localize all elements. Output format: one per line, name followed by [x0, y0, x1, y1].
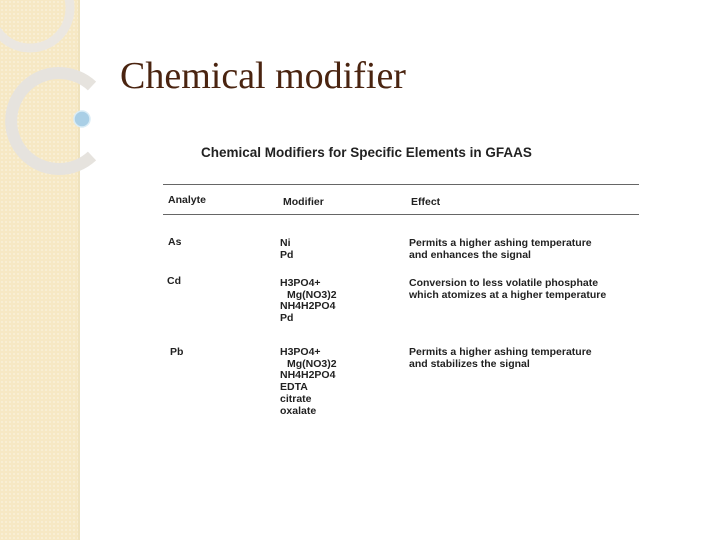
modifier-item: H3PO4+: [280, 277, 321, 289]
table-header-rule: [163, 214, 639, 215]
decorative-rings: [0, 0, 140, 190]
blue-dot: [74, 111, 90, 127]
modifier-item: NH4H2PO4: [280, 369, 336, 382]
row-cd-modifiers: [280, 278, 337, 325]
modifier-item: Ni: [280, 237, 291, 249]
row-cd-effect: [409, 278, 606, 301]
ring-top: [0, 0, 70, 48]
table-title: Chemical Modifiers for Specific Elements in GFAAS: [201, 145, 532, 160]
row-as-analyte: As: [168, 236, 182, 248]
effect-line: which atomizes at a higher temperature: [409, 288, 607, 301]
slide-title: Chemical modifier: [120, 55, 406, 97]
effect-line: Conversion to less volatile phosphate: [409, 277, 599, 289]
row-cd-analyte: Cd: [167, 275, 181, 287]
modifier-item: Mg(NO3)2: [287, 288, 337, 301]
modifier-item: H3PO4+: [280, 346, 321, 358]
table-top-rule: [163, 184, 639, 185]
modifier-item: Mg(NO3)2: [287, 357, 337, 370]
header-effect: Effect: [411, 196, 441, 208]
modifier-item: Pd: [280, 248, 294, 261]
modifier-item: NH4H2PO4: [280, 300, 336, 313]
row-as-modifiers: [280, 238, 293, 261]
effect-line: and stabilizes the signal: [409, 357, 530, 370]
row-as-effect: [409, 238, 592, 261]
modifier-item: Pd: [280, 312, 294, 325]
modifier-item: citrate: [280, 392, 312, 405]
effect-line: Permits a higher ashing temperature: [409, 237, 592, 249]
row-pb-modifiers: [280, 347, 337, 417]
header-analyte: Analyte: [168, 194, 206, 206]
row-pb-effect: [409, 347, 592, 370]
effect-line: and enhances the signal: [409, 248, 531, 261]
row-pb-analyte: Pb: [170, 346, 184, 358]
effect-line: Permits a higher ashing temperature: [409, 346, 592, 358]
header-modifier: Modifier: [283, 196, 324, 208]
modifier-item: oxalate: [280, 404, 317, 417]
modifier-item: EDTA: [280, 381, 308, 394]
